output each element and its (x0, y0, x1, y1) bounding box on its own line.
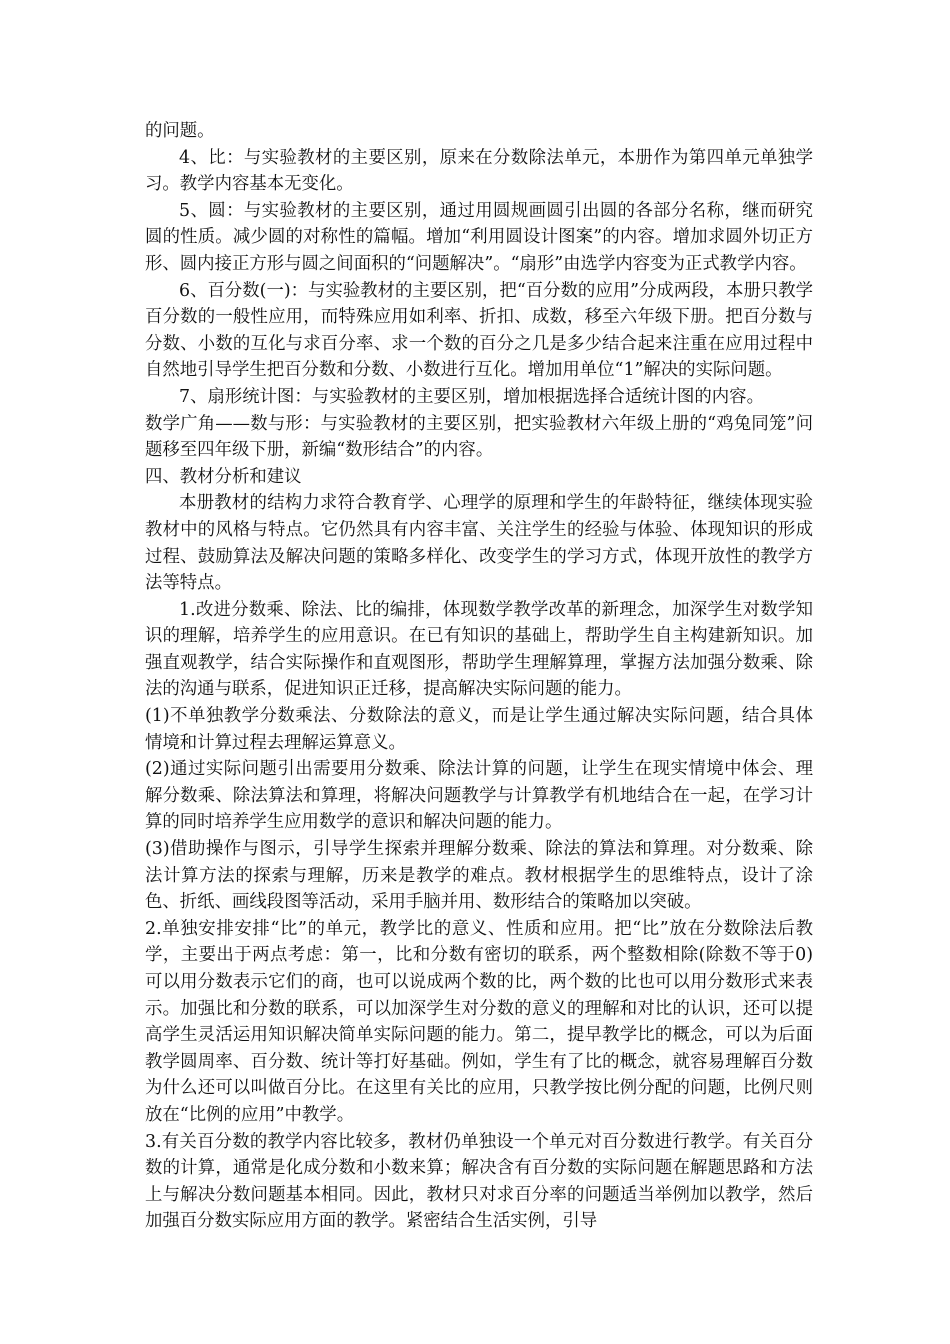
paragraph-point-3: 3.有关百分数的教学内容比较多，教材仍单独设一个单元对百分数进行教学。有关百分数的计算，通常是化成分数和小数来算；解决含有百分数的实际问题在解题思路和方法上与解决分数问题基本相同。因此，教材只对求百分率的问题适当举例加以教学，然后加强百分数实际应用方面的教学。紧密结合生活实例，引导 (145, 1131, 813, 1232)
paragraph-subpoint-1: (1)不单独教学分数乘法、分数除法的意义，而是让学生通过解决实际问题，结合具体情境和计算过程去理解运算意义。 (145, 706, 813, 753)
paragraph-item-6-percent: 6、百分数(一)：与实验教材的主要区别，把“百分数的应用”分成两段，本册只教学百分数的一般性应用，而特殊应用如利率、折扣、成数，移至六年级下册。把百分数与分数、小数的互化与求百分率、求一个数的百分之几是多少结合起来注重在应用过程中自然地引导学生把百分数和分数、小数进行互化。增加用单位“1”解决的实际问题。 (145, 280, 813, 381)
paragraph-subpoint-2: (2)通过实际问题引出需要用分数乘、除法计算的问题，让学生在现实情境中体会、理解分数乘、除法算法和算理，将解决问题教学与计算教学有机地结合在一起，在学习计算的同时培养学生应用数学的意识和解决问题的能力。 (145, 759, 813, 833)
section-heading-analysis: 四、教材分析和建议 (145, 466, 302, 487)
paragraph-item-4-ratio: 4、比：与实验教材的主要区别，原来在分数除法单元，本册作为第四单元单独学习。教学内容基本无变化。 (145, 147, 813, 195)
paragraph-analysis-intro: 本册教材的结构力求符合教育学、心理学的原理和学生的年龄特征，继续体现实验教材中的风格与特点。它仍然具有内容丰富、关注学生的经验与体验、体现知识的形成过程、鼓励算法及解决问题的策略多样化、改变学生的学习方式，体现开放性的教学方法等特点。 (145, 493, 813, 594)
paragraph-item-7-pie-chart: 7、扇形统计图：与实验教材的主要区别，增加根据选择合适统计图的内容。 (179, 386, 764, 407)
paragraph-point-1: 1.改进分数乘、除法、比的编排，体现数学教学改革的新理念，加深学生对数学知识的理解，培养学生的应用意识。在已有知识的基础上，帮助学生自主构建新知识。加强直观教学，结合实际操作和直观图形，帮助学生理解算理，掌握方法加强分数乘、除法的沟通与联系，促进知识正迁移，提高解决实际问题的能力。 (145, 599, 813, 700)
document-page (145, 118, 813, 1235)
paragraph-math-corner: 数学广角——数与形：与实验教材的主要区别，把实验教材六年级上册的“鸡兔同笼”问题移至四年级下册，新编“数形结合”的内容。 (145, 413, 813, 461)
paragraph-point-2: 2.单独安排安排“比”的单元，教学比的意义、性质和应用。把“比”放在分数除法后教学，主要出于两点考虑：第一，比和分数有密切的联系，两个整数相除(除数不等于0)可以用分数表示它们的商，也可以说成两个数的比，两个数的比也可以用分数形式来表示。加强比和分数的联系，可以加深学生对分数的意义的理解和对比的认识，还可以提高学生灵活运用知识解决简单实际问题的能力。第二，提早教学比的概念，可以为后面教学圆周率、百分数、统计等打好基础。例如，学生有了比的概念，就容易理解百分数为什么还可以叫做百分比。在这里有关比的应用，只教学按比例分配的问题，比例尺则放在“比例的应用”中教学。 (145, 918, 813, 1125)
paragraph-subpoint-3: (3)借助操作与图示，引导学生探索并理解分数乘、除法的算法和算理。对分数乘、除法计算方法的探索与理解，历来是教学的难点。教材根据学生的思维特点，设计了涂色、折纸、画线段图等活动，采用手脑并用、数形结合的策略加以突破。 (145, 839, 813, 913)
paragraph-item-5-circle: 5、圆：与实验教材的主要区别，通过用圆规画圆引出圆的各部分名称，继而研究圆的性质。减少圆的对称性的篇幅。增加“利用圆设计图案”的内容。增加求圆外切正方形、圆内接正方形与圆之间面积的“问题解决”。“扇形”由选学内容变为正式教学内容。 (145, 200, 813, 274)
paragraph-continuation: 的问题。 (145, 121, 215, 141)
